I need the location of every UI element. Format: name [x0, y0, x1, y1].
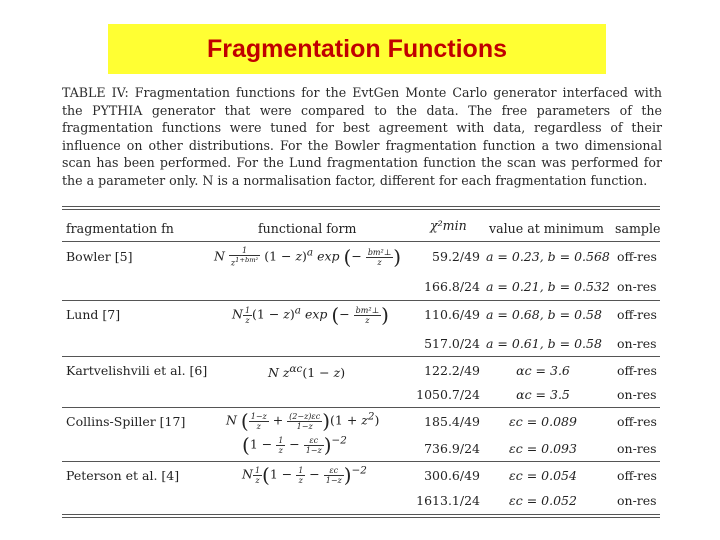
- table-bottom-rule-2: [62, 517, 660, 518]
- header-fragmentation-fn: fragmentation fn: [66, 221, 174, 236]
- row-sample: on-res: [617, 279, 657, 294]
- row-value: a = 0.61, b = 0.58: [486, 336, 602, 351]
- slide-title: Fragmentation Functions: [207, 35, 507, 63]
- header-rule: [62, 241, 660, 242]
- table-top-rule: [62, 206, 660, 207]
- formula-bowler: N $\frac{1}{z^{1+bm^2}}$ $(1 - z)^a$ exp (− $\frac{\text{bm²⊥}}{z}$ ): [214, 245, 402, 269]
- row-fn: Peterson et al. [4]: [66, 468, 180, 483]
- row-value: εc = 0.093: [509, 441, 577, 456]
- row-chi2: 185.4/49: [424, 414, 480, 429]
- formula-collins-spiller: N ( $\frac{1-z}{z}$ + $\frac{(2-z)\varepsilon c}{1-z}$ )$(1 + z^2)$: [226, 409, 380, 433]
- row-sample: off-res: [617, 307, 657, 322]
- row-sample: off-res: [617, 363, 657, 378]
- row-fn: Collins-Spiller [17]: [66, 414, 186, 429]
- row-sample: on-res: [617, 336, 657, 351]
- row-chi2: 166.8/24: [424, 279, 480, 294]
- header-chi2min: χ²min: [430, 218, 467, 233]
- row-rule-3: [62, 407, 660, 408]
- row-sample: on-res: [617, 441, 657, 456]
- table-top-rule-2: [62, 209, 660, 210]
- formula-peterson: N $\frac{1}{z}$ (1 − $\frac{1}{z}$ − $\frac{\varepsilon c}{1-z}$ )$^{-2}$: [242, 463, 367, 487]
- header-value-at-minimum: value at minimum: [489, 221, 604, 236]
- formula-lund: N $\frac{1}{z}$ $(1 - z)^a$ exp (− $\frac{\text{bm²⊥}}{z}$ ): [232, 303, 389, 327]
- row-rule-4: [62, 461, 660, 462]
- row-chi2: 1050.7/24: [416, 387, 480, 402]
- row-sample: off-res: [617, 249, 657, 264]
- formula-kartvelishvili: N $z^{\alpha c}(1 - z)$: [268, 363, 346, 381]
- row-chi2: 300.6/49: [424, 468, 480, 483]
- title-banner: [108, 24, 606, 74]
- row-chi2: 110.6/49: [424, 307, 480, 322]
- row-chi2: 736.9/24: [424, 441, 480, 456]
- row-value: εc = 0.054: [509, 468, 577, 483]
- row-value: a = 0.21, b = 0.532: [486, 279, 610, 294]
- row-sample: on-res: [617, 493, 657, 508]
- row-value: a = 0.23, b = 0.568: [486, 249, 610, 264]
- row-value: a = 0.68, b = 0.58: [486, 307, 602, 322]
- row-fn: Kartvelishvili et al. [6]: [66, 363, 208, 378]
- row-chi2: 517.0/24: [424, 336, 480, 351]
- row-chi2: 59.2/49: [432, 249, 480, 264]
- row-sample: off-res: [617, 468, 657, 483]
- formula-collins-spiller-denominator: (1 − $\frac{1}{z}$ − $\frac{\varepsilon c}{1-z}$ )$^{-2}$: [242, 433, 347, 457]
- row-value: εc = 0.052: [509, 493, 577, 508]
- row-fn: Bowler [5]: [66, 249, 133, 264]
- row-chi2: 1613.1/24: [416, 493, 480, 508]
- row-rule-2: [62, 356, 660, 357]
- row-value: εc = 0.089: [509, 414, 577, 429]
- row-sample: off-res: [617, 414, 657, 429]
- table-bottom-rule: [62, 514, 660, 515]
- row-rule-1: [62, 300, 660, 301]
- row-fn: Lund [7]: [66, 307, 121, 322]
- header-functional-form: functional form: [258, 221, 357, 236]
- row-chi2: 122.2/49: [424, 363, 480, 378]
- header-sample: sample: [615, 221, 661, 236]
- row-sample: on-res: [617, 387, 657, 402]
- row-value: αc = 3.6: [516, 363, 570, 378]
- row-value: αc = 3.5: [516, 387, 570, 402]
- table-caption: TABLE IV: Fragmentation functions for the EvtGen Monte Carlo generator interfaced with the PYTHIA generator that were compared to the data. The free parameters of the fragmentation functions were tuned for best agreement with data, regardless of their influence on other distributions. For the Bowler fragmentation function a two dimensional scan has been performed. For the Lund fragmentation function the scan was performed for the a parameter only. N is a normalisation factor, different for each fragmentation function.: [62, 85, 662, 188]
